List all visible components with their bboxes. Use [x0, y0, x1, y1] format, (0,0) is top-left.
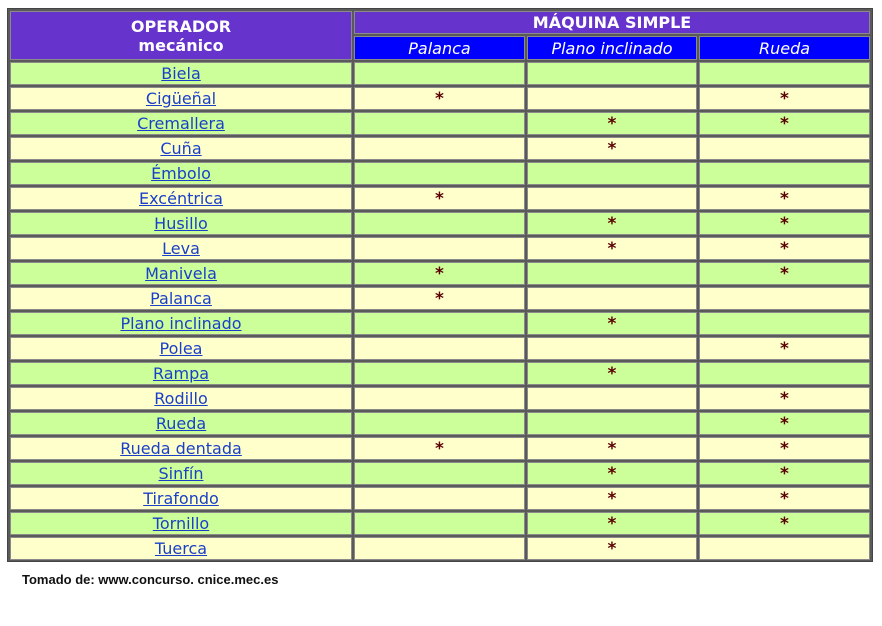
table-row — [10, 487, 352, 510]
table-cell — [699, 287, 870, 310]
asterisk-mark: * — [607, 138, 617, 159]
table-cell — [354, 512, 525, 535]
table-cell — [354, 237, 525, 260]
asterisk-mark: * — [780, 463, 789, 484]
operators-table — [7, 8, 873, 562]
operator-link[interactable]: Plano inclinado — [120, 314, 242, 333]
operator-link[interactable]: Rueda — [155, 414, 207, 433]
table-cell — [527, 87, 697, 110]
table-cell — [699, 187, 870, 210]
table-cell — [354, 312, 525, 335]
table-cell — [354, 87, 525, 110]
table-cell — [354, 537, 525, 560]
table-cell — [699, 137, 870, 160]
table-cell — [354, 212, 525, 235]
table-cell — [354, 112, 525, 135]
asterisk-mark: * — [780, 213, 789, 234]
table-cell — [699, 212, 870, 235]
table-cell — [699, 462, 870, 485]
table-cell — [527, 137, 697, 160]
table-row — [10, 212, 352, 235]
column-header-plano-inclinado: Plano inclinado — [527, 36, 697, 60]
asterisk-mark: * — [607, 463, 617, 484]
asterisk-mark: * — [780, 113, 789, 134]
operator-link[interactable]: Cigüeñal — [145, 89, 217, 108]
table-cell — [527, 287, 697, 310]
asterisk-mark: * — [435, 288, 444, 309]
table-cell — [527, 112, 697, 135]
table-cell — [527, 462, 697, 485]
table-cell — [699, 512, 870, 535]
operator-link[interactable]: Cuña — [160, 139, 202, 158]
table-row — [10, 387, 352, 410]
column-header-rueda: Rueda — [699, 36, 870, 60]
asterisk-mark: * — [780, 188, 789, 209]
table-row — [10, 87, 352, 110]
table-cell — [527, 437, 697, 460]
operator-link[interactable]: Leva — [162, 239, 200, 258]
table-cell — [354, 287, 525, 310]
table-row — [10, 112, 352, 135]
asterisk-mark: * — [780, 513, 789, 534]
asterisk-mark: * — [780, 263, 789, 284]
table-cell — [699, 412, 870, 435]
table-cell — [699, 362, 870, 385]
table-cell — [354, 487, 525, 510]
table-cell — [699, 337, 870, 360]
operator-link[interactable]: Polea — [159, 339, 203, 358]
table-row — [10, 362, 352, 385]
table-cell — [527, 362, 697, 385]
table-row — [10, 137, 352, 160]
operator-link[interactable]: Rueda dentada — [120, 439, 242, 458]
table-cell — [354, 362, 525, 385]
operator-link[interactable]: Sinfín — [158, 464, 204, 483]
asterisk-mark: * — [607, 363, 617, 384]
table-row — [10, 312, 352, 335]
table-cell — [527, 512, 697, 535]
table-cell — [527, 187, 697, 210]
table-cell — [699, 487, 870, 510]
asterisk-mark: * — [607, 538, 617, 559]
table-cell — [354, 387, 525, 410]
asterisk-mark: * — [780, 238, 789, 259]
table-cell — [354, 62, 525, 85]
asterisk-mark: * — [435, 88, 444, 109]
asterisk-mark: * — [435, 438, 444, 459]
asterisk-mark: * — [780, 338, 789, 359]
operator-link[interactable]: Excéntrica — [139, 189, 223, 208]
asterisk-mark: * — [607, 488, 617, 509]
table-cell — [527, 537, 697, 560]
table-cell — [354, 462, 525, 485]
table-cell — [527, 387, 697, 410]
table-cell — [699, 112, 870, 135]
table-cell — [527, 312, 697, 335]
table-cell — [699, 537, 870, 560]
table-cell — [527, 62, 697, 85]
asterisk-mark: * — [435, 263, 444, 284]
header-machine — [354, 11, 870, 34]
operator-link[interactable]: Tornillo — [152, 514, 210, 533]
table-cell — [354, 412, 525, 435]
asterisk-mark: * — [435, 188, 444, 209]
table-cell — [699, 237, 870, 260]
table-cell — [354, 262, 525, 285]
table-cell — [699, 62, 870, 85]
operator-link[interactable]: Tuerca — [154, 539, 208, 558]
operator-link[interactable]: Cremallera — [137, 114, 225, 133]
table-row — [10, 287, 352, 310]
table-row — [10, 537, 352, 560]
header-operator-line2: mecánico — [138, 35, 224, 55]
operator-link[interactable]: Tirafondo — [143, 489, 219, 508]
table-cell — [354, 162, 525, 185]
operator-link[interactable]: Biela — [161, 64, 201, 83]
table-cell — [699, 312, 870, 335]
table-cell — [699, 162, 870, 185]
table-row — [10, 412, 352, 435]
table-cell — [354, 437, 525, 460]
table-row — [10, 437, 352, 460]
asterisk-mark: * — [607, 513, 617, 534]
operator-link[interactable]: Rampa — [152, 364, 210, 383]
operator-link[interactable]: Rodillo — [154, 389, 208, 408]
asterisk-mark: * — [607, 238, 617, 259]
column-header-palanca: Palanca — [354, 36, 525, 60]
table-row — [10, 462, 352, 485]
table-row — [10, 62, 352, 85]
table-cell — [354, 337, 525, 360]
table-row — [10, 512, 352, 535]
source-note: Tomado de: www.concurso. cnice.mec.es — [22, 572, 279, 587]
header-operator — [10, 11, 352, 60]
operator-link[interactable]: Émbolo — [151, 164, 211, 183]
operator-link[interactable]: Palanca — [150, 289, 212, 308]
table-row — [10, 337, 352, 360]
header-operator-line1: OPERADOR — [130, 16, 232, 36]
table-cell — [699, 437, 870, 460]
asterisk-mark: * — [780, 413, 789, 434]
table-row — [10, 262, 352, 285]
asterisk-mark: * — [607, 313, 617, 334]
operator-link[interactable]: Husillo — [154, 214, 208, 233]
asterisk-mark: * — [607, 113, 617, 134]
asterisk-mark: * — [780, 438, 789, 459]
table-row — [10, 187, 352, 210]
asterisk-mark: * — [780, 88, 789, 109]
table-cell — [527, 212, 697, 235]
operator-link[interactable]: Manivela — [145, 264, 217, 283]
table-cell — [527, 412, 697, 435]
table-cell — [527, 337, 697, 360]
asterisk-mark: * — [607, 438, 617, 459]
asterisk-mark: * — [780, 388, 789, 409]
table-row — [10, 237, 352, 260]
table-cell — [527, 162, 697, 185]
table-cell — [699, 87, 870, 110]
table-cell — [527, 487, 697, 510]
header-machine-label: MÁQUINA SIMPLE — [532, 13, 692, 32]
table-cell — [354, 137, 525, 160]
table-cell — [527, 262, 697, 285]
table-cell — [699, 262, 870, 285]
table-cell — [699, 387, 870, 410]
asterisk-mark: * — [607, 213, 617, 234]
asterisk-mark: * — [780, 488, 789, 509]
table-cell — [354, 187, 525, 210]
table-cell — [527, 237, 697, 260]
table-row — [10, 162, 352, 185]
